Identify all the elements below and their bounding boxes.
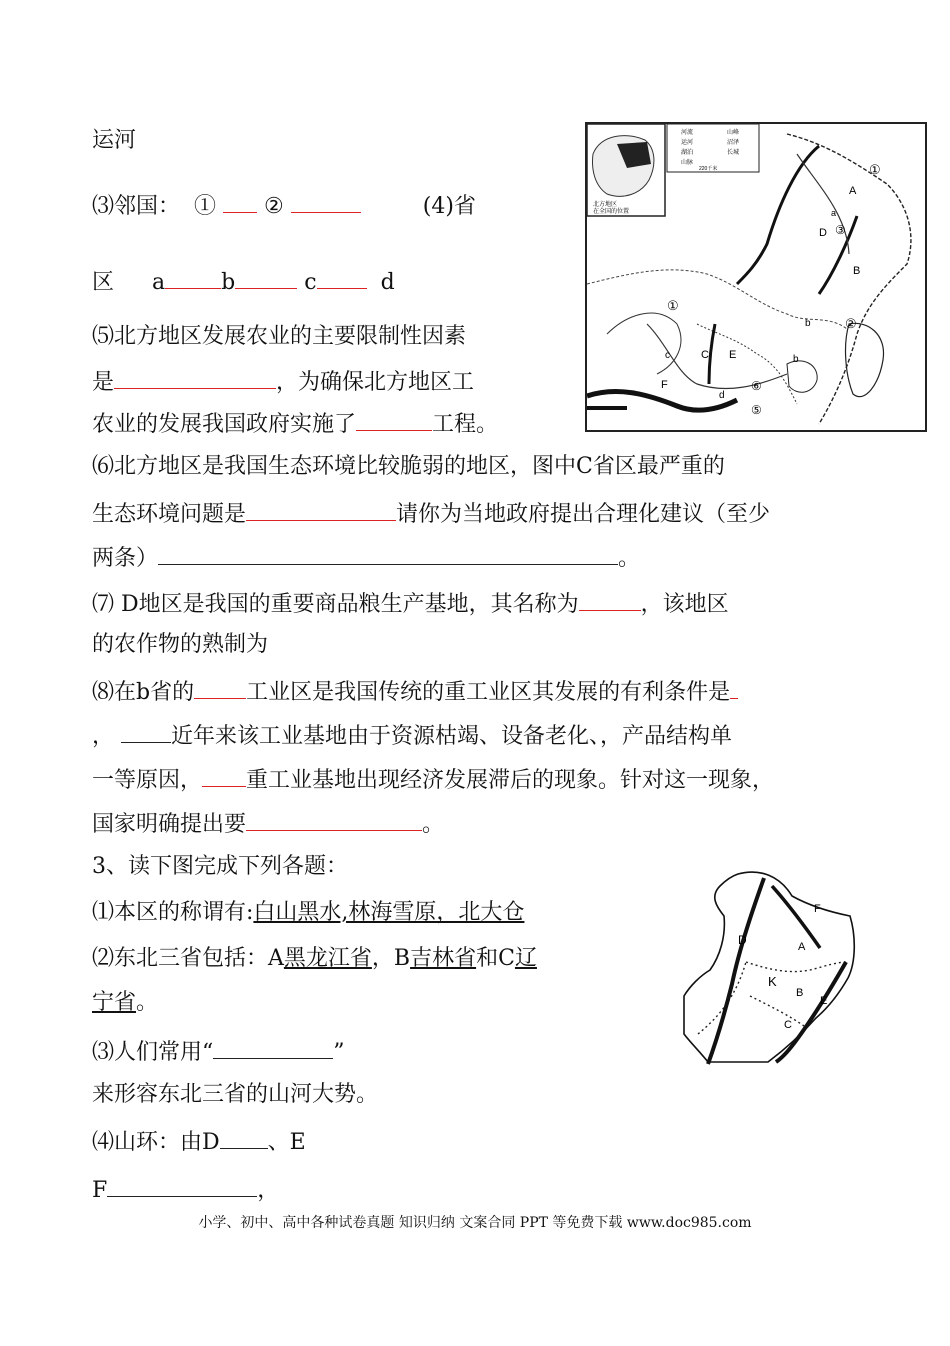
north-china-map — [585, 122, 927, 432]
map-label: B — [796, 987, 804, 999]
text-line: ⑶邻国： ① ② (4)省 — [92, 190, 476, 222]
blank[interactable] — [158, 542, 618, 565]
map-label: A — [849, 185, 857, 197]
blank[interactable] — [121, 720, 171, 743]
map-label: ⑥ — [751, 379, 762, 393]
map-label: D — [819, 227, 827, 239]
blank[interactable] — [291, 190, 361, 213]
map-label: E — [820, 995, 828, 1007]
blank[interactable] — [356, 408, 432, 431]
text-line: 3、读下图完成下列各题： — [92, 854, 348, 879]
north-china-map-graphic — [587, 124, 925, 430]
map-label: c — [665, 350, 670, 361]
map-label: D — [738, 933, 747, 947]
blank[interactable] — [235, 266, 297, 289]
map-label: C — [701, 349, 709, 361]
footer-text: 小学、初中、高中各种试卷真题 知识归纳 文案合同 PPT 等免费下载 www.doc985.com — [198, 1215, 752, 1231]
text-line: 农业的发展我国政府实施了 工程。 — [92, 408, 498, 440]
legend-label: 河流 — [681, 130, 694, 136]
map-label: C — [784, 1019, 792, 1031]
text-line: ⑸北方地区发展农业的主要限制性因素 — [92, 324, 467, 349]
text-line: ⑵东北三省包括：A黑龙江省，B吉林省和C辽 — [92, 946, 537, 971]
blank[interactable] — [223, 190, 257, 213]
text-line: 来形容东北三省的山河大势。 — [92, 1082, 379, 1107]
text-line: 国家明确提出要 。 — [92, 808, 444, 840]
text-line: ⑻在b省的 工业区是我国传统的重工业区其发展的有利条件是 — [92, 676, 738, 708]
legend-label: 长城 — [727, 150, 740, 156]
text-line: 两条） 。 — [92, 542, 640, 574]
text-line: ， 近年来该工业基地由于资源枯竭、设备老化、，产品结构单 — [92, 720, 732, 752]
text-line: 生态环境问题是 请你为当地政府提出合理化建议（至少 — [92, 498, 770, 530]
map-label: ① — [869, 162, 881, 177]
map-label: ② — [845, 316, 857, 331]
text-line: ⑶人们常用“ ” — [92, 1036, 345, 1068]
map-label: ⑤ — [751, 403, 762, 417]
blank[interactable] — [730, 676, 738, 699]
legend-label: 山峰 — [727, 130, 740, 136]
text-line: 的农作物的熟制为 — [92, 632, 269, 657]
inset-label: 北方地区 — [593, 202, 618, 208]
legend-label: 山脉 — [681, 160, 694, 166]
northeast-map-graphic — [680, 866, 896, 1066]
text-line: 一等原因， 重工业基地出现经济发展滞后的现象。针对这一现象， — [92, 764, 774, 796]
northeast-map — [680, 866, 896, 1066]
inset-label: 在全国的位置 — [593, 209, 630, 215]
blank[interactable] — [579, 588, 641, 611]
blank[interactable] — [317, 266, 367, 289]
map-label: E — [729, 349, 737, 361]
text-line: 宁省。 — [92, 990, 159, 1015]
legend-label: 湖泊 — [681, 150, 694, 156]
blank[interactable] — [202, 764, 246, 787]
text-line: ⑺ D地区是我国的重要商品粮生产基地，其名称为 ，该地区 — [92, 588, 729, 620]
blank[interactable] — [165, 266, 221, 289]
map-label: ① — [667, 298, 679, 313]
map-label: B — [853, 265, 861, 277]
text-line: ⑴本区的称谓有:白山黑水,林海雪原，北大仓 — [92, 900, 525, 925]
map-label: K — [768, 974, 777, 989]
map-label: ③ — [835, 223, 846, 237]
blank[interactable] — [194, 676, 246, 699]
blank[interactable] — [246, 808, 422, 831]
text-line: ⑷山环：由D 、E — [92, 1126, 306, 1158]
blank[interactable] — [246, 498, 396, 521]
blank[interactable] — [114, 366, 276, 389]
blank[interactable] — [220, 1126, 268, 1149]
blank[interactable] — [213, 1036, 333, 1059]
text-line: 是 ，为确保北方地区工 — [92, 366, 474, 398]
legend-label: 运河 — [681, 140, 694, 146]
map-label: b — [793, 354, 799, 365]
legend-label: 沼泽 — [727, 140, 740, 146]
map-label: a — [831, 208, 837, 218]
text-line: F ， — [92, 1174, 279, 1206]
text-line: ⑹北方地区是我国生态环境比较脆弱的地区，图中C省区最严重的 — [92, 454, 725, 479]
text-line: 区 a b c d — [92, 266, 395, 298]
blank[interactable] — [107, 1174, 257, 1197]
map-label: d — [719, 390, 725, 401]
text-line: 运河 — [92, 128, 137, 153]
map-label: F — [661, 379, 668, 391]
map-label: A — [798, 941, 806, 953]
map-label: b — [805, 318, 811, 329]
legend-label: 220千米 — [699, 166, 718, 172]
map-label: F — [814, 903, 821, 915]
